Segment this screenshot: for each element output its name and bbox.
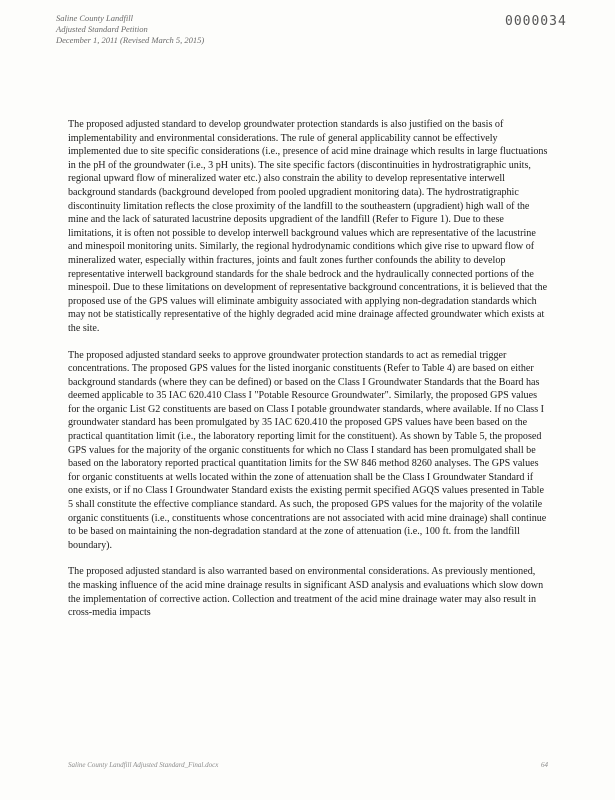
header-document-title: Adjusted Standard Petition bbox=[56, 24, 148, 34]
document-body bbox=[68, 118, 548, 633]
paragraph-trigger-concentrations: The proposed adjusted standard seeks to approve groundwater protection standards to act as remedial trigger concentrations. The proposed GPS values for the listed inorganic constituents (Refer to Table 4) are based on either background standards (where they can be defined) or based on the Class I Groundwater Standards that the Board has deemed applicable to 35 IAC 620.410 Class I "Potable Resource Groundwater". Similarly, the proposed GPS values for the organic List G2 constituents are based on Class I potable groundwater standards, where available. If no Class I groundwater standard has been promulgated by 35 IAC 620.410 the proposed GPS values have been based on the practical quantitation limit (i.e., the laboratory reporting limit for the constituent). As shown by Table 5, the proposed GPS values for the majority of the organic constituents for which no Class I standard has been promulgated shall be based on the laboratory reported practical quantitation limits for the SW 846 method 8260 analyses. The GPS values for organic constituents at wells located within the zone of attenuation shall be the Class I Groundwater Standard if one exists, or if no Class I Groundwater Standard exists the existing permit specified AGQS values presented in Table 5 shall constitute the effective compliance standard. As such, the proposed GPS values for the majority of the volatile organic constituents (i.e., constituents whose concentrations are not associated with acid mine drainage) shall continue to be based on maintaining the non-degradation standard at the zone of attenuation (i.e., 100 ft. from the landfill boundary). bbox=[68, 349, 547, 551]
header-date: December 1, 2011 (Revised March 5, 2015) bbox=[56, 35, 205, 45]
header-site-name: Saline County Landfill bbox=[56, 13, 133, 23]
footer-filename: Saline County Landfill Adjusted Standard_Final.docx bbox=[68, 761, 219, 769]
footer-page-number: 64 bbox=[541, 761, 548, 769]
running-header bbox=[56, 13, 204, 46]
bates-number: 0000034 bbox=[505, 14, 567, 29]
paragraph-environmental: The proposed adjusted standard is also warranted based on environmental considerations. As previously mentioned, the masking influence of the acid mine drainage results in significant ASD analysis and evaluations which slow down the implementation of corrective action. Collection and treatment of the acid mine drainage water may also result in cross-media impacts bbox=[68, 566, 544, 619]
paragraph-implementability: The proposed adjusted standard to develop groundwater protection standards is also justified on the basis of implementability and environmental considerations. The rule of general applicability cannot be effectively implemented due to site specific considerations (i.e., presence of acid mine drainage which results in large fluctuations in the pH of the groundwater (i.e., 3 pH units). The site specific factors (discontinuities in hydrostratigraphic units, regional upward flow of mineralized water etc.) also constrain the ability to develop representative interwell background standards (background developed from pooled upgradient monitoring data). The hydrostratigraphic discontinuity limitation reflects the close proximity of the landfill to the southeastern (upgradient) high wall of the mine and the lack of saturated lacustrine deposits upgradient of the landfill (Refer to Figure 1). Due to these limitations, it is often not possible to develop interwell background values which are representative of the lacustrine and minespoil monitoring units. Similarly, the regional hydrodynamic conditions which give rise to upward flow of mineralized water, especially within fractures, joints and fault zones further confounds the ability to develop representative interwell background standards for the shale bedrock and the hydraulically connected portions of the minespoil. Due to these limitations on development of representative background concentrations, it is believed that the proposed use of the GPS values will eliminate ambiguity associated with applying non-degradation standards which may not be statistically representative of the highly degraded acid mine drainage affected groundwater which exists at the site. bbox=[68, 119, 548, 334]
